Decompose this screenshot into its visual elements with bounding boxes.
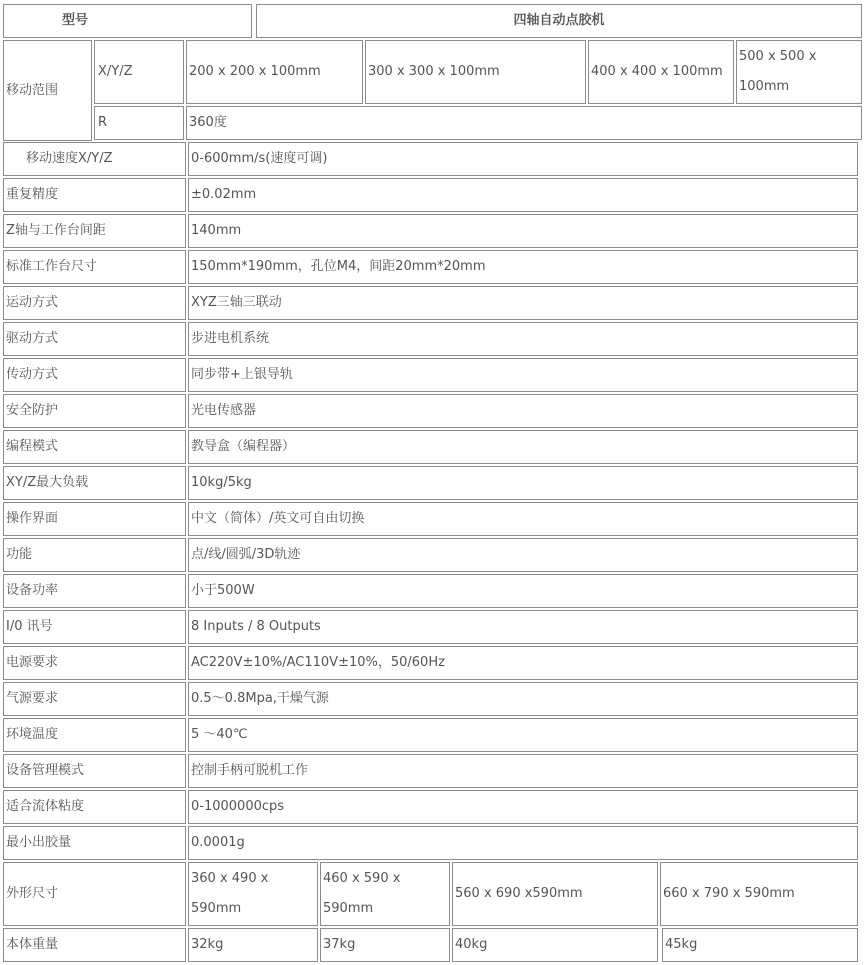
weight-value-3: 40kg xyxy=(452,928,658,962)
spec-label: 移动速度X/Y/Z xyxy=(3,142,186,176)
spec-value: 0-600mm/s(速度可调) xyxy=(188,142,858,176)
travel-xyz-value-1: 200 x 200 x 100mm xyxy=(186,40,363,104)
spec-value: 0.0001g xyxy=(188,826,858,860)
dimensions-value-1: 360 x 490 x 590mm xyxy=(188,862,318,926)
spec-label: 气源要求 xyxy=(3,682,186,716)
travel-range-label: 移动范围 xyxy=(3,40,92,141)
weight-value-2: 37kg xyxy=(320,928,450,962)
weight-value-1: 32kg xyxy=(188,928,318,962)
travel-xyz-value-3: 400 x 400 x 100mm xyxy=(588,40,734,104)
weight-value-4: 45kg xyxy=(662,928,858,962)
spec-value: 步进电机系统 xyxy=(188,322,858,356)
spec-value: XYZ三轴三联动 xyxy=(188,286,858,320)
travel-r-label: R xyxy=(94,106,184,140)
model-label: 型号 xyxy=(3,4,252,38)
spec-label: 设备功率 xyxy=(3,574,186,608)
spec-label: 重复精度 xyxy=(3,178,186,212)
spec-label: 操作界面 xyxy=(3,502,186,536)
model-value: 四轴自动点胶机 xyxy=(256,4,862,38)
travel-xyz-value-4: 500 x 500 x 100mm xyxy=(736,40,862,104)
spec-value: 教导盒（编程器） xyxy=(188,430,858,464)
travel-r-value: 360度 xyxy=(186,106,862,140)
spec-value: 控制手柄可脱机工作 xyxy=(188,754,858,788)
dimensions-value-3: 560 x 690 x590mm xyxy=(452,862,658,926)
spec-label: Z轴与工作台间距 xyxy=(3,214,186,248)
spec-label: 适合流体粘度 xyxy=(3,790,186,824)
spec-label: XY/Z最大负载 xyxy=(3,466,186,500)
spec-value: 0-1000000cps xyxy=(188,790,858,824)
dimensions-value-2: 460 x 590 x 590mm xyxy=(320,862,450,926)
spec-label: 电源要求 xyxy=(3,646,186,680)
spec-value: 150mm*190mm，孔位M4，间距20mm*20mm xyxy=(188,250,858,284)
spec-value: 同步带+上银导轨 xyxy=(188,358,858,392)
spec-label: 安全防护 xyxy=(3,394,186,428)
spec-label: 功能 xyxy=(3,538,186,572)
spec-value: AC220V±10%/AC110V±10%，50/60Hz xyxy=(188,646,858,680)
spec-value: 8 Inputs / 8 Outputs xyxy=(188,610,858,644)
spec-value: 光电传感器 xyxy=(188,394,858,428)
spec-value: 中文（简体）/英文可自由切换 xyxy=(188,502,858,536)
spec-value: 10kg/5kg xyxy=(188,466,858,500)
spec-label: 运动方式 xyxy=(3,286,186,320)
dimensions-value-4: 660 x 790 x 590mm xyxy=(660,862,858,926)
spec-label: 最小出胶量 xyxy=(3,826,186,860)
spec-value: ±0.02mm xyxy=(188,178,858,212)
spec-value: 5 ～40℃ xyxy=(188,718,858,752)
spec-label: 环境温度 xyxy=(3,718,186,752)
dimensions-label: 外形尺寸 xyxy=(3,862,186,926)
spec-label: 驱动方式 xyxy=(3,322,186,356)
weight-label: 本体重量 xyxy=(3,928,186,962)
travel-xyz-label: X/Y/Z xyxy=(94,40,184,104)
spec-value: 小于500W xyxy=(188,574,858,608)
spec-value: 140mm xyxy=(188,214,858,248)
spec-label: 编程模式 xyxy=(3,430,186,464)
spec-value: 0.5～0.8Mpa,干燥气源 xyxy=(188,682,858,716)
spec-label: 传动方式 xyxy=(3,358,186,392)
spec-label: 设备管理模式 xyxy=(3,754,186,788)
travel-xyz-value-2: 300 x 300 x 100mm xyxy=(365,40,586,104)
spec-value: 点/线/圆弧/3D轨迹 xyxy=(188,538,858,572)
spec-label: 标准工作台尺寸 xyxy=(3,250,186,284)
spec-label: I/0 讯号 xyxy=(3,610,186,644)
